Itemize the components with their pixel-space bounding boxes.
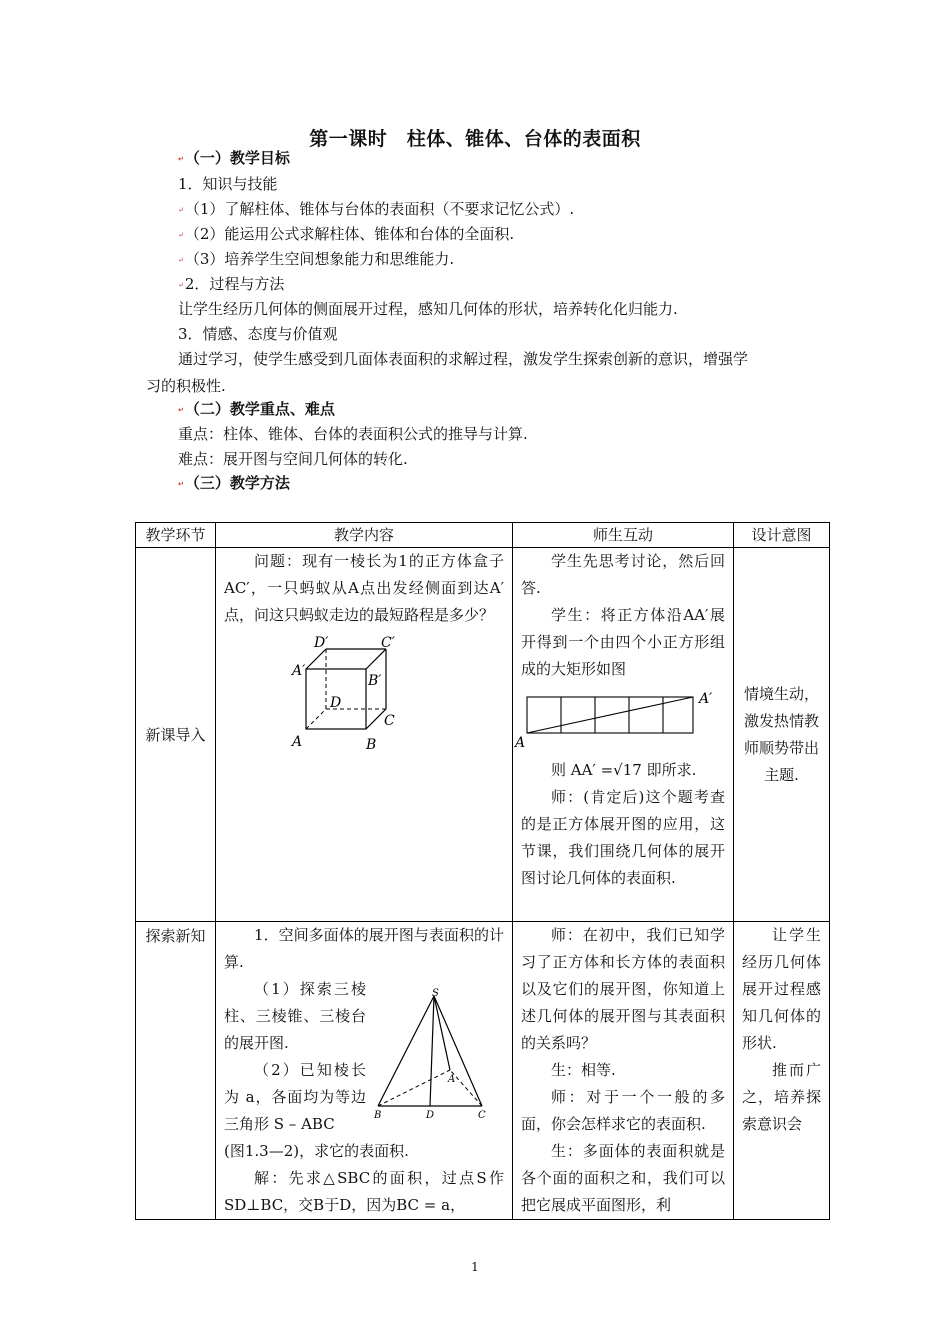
tri-label-a: A [448,1074,456,1085]
tri-label-s: S [432,988,439,999]
explore-c2: （1）探索三棱柱、三棱锥、三棱台的展开图. [224,980,366,1052]
intro-intent: 情境生动，激发热情教师顺势带出主题. [743,684,819,784]
label-b: B [366,737,377,753]
goal-1b: ↵（2）能运用公式求解柱体、锥体和台体的全面积. [178,225,515,243]
header-stage: 教学环节 [136,523,216,548]
rect-label-a: A [515,735,526,749]
key-point: 重点：柱体、锥体、台体的表面积公式的推导与计算. [178,425,528,443]
label-d: D [330,695,342,711]
goal-1c: ↵（3）培养学生空间想象能力和思维能力. [178,250,455,268]
explore-i3: 师：对于一个一般的多面，你会怎样求它的表面积. [521,1088,725,1133]
lesson-table [135,522,830,1220]
intro-interact-4: 师：(肯定后)这个题考查的是正方体展开图的应用，这节课，我们围绕几何体的展开图讨论几何体的表面积. [521,788,725,887]
label-c1: C′ [381,635,395,651]
explore-intent-2: 推而广之，培养探索意识会 [742,1061,821,1133]
difficult-point: 难点：展开图与空间几何体的转化. [178,450,408,468]
intro-interact-1: 学生先思考讨论，然后回答. [521,552,725,597]
goal-3a-cont: 习的积极性. [146,377,226,395]
goal-1a: ↵（1）了解柱体、锥体与台体的表面积（不要求记忆公式）. [178,200,575,218]
goal-2: ↵2．过程与方法 [178,275,285,293]
header-interaction: 师生互动 [513,523,734,548]
page-number: 1 [471,1260,479,1274]
rect-label-a1: A′ [699,691,713,707]
tri-label-b: B [374,1110,382,1121]
cube-figure [216,631,513,791]
goal-2a: 让学生经历几何体的侧面展开过程，感知几何体的形状，培养转化化归能力. [178,300,678,318]
explore-c5: 解：先求△SBC的面积，过点S作SD⊥BC，交B于D，因为BC = a， [224,1169,504,1214]
goal-1: 1．知识与技能 [178,175,278,193]
goal-3: 3．情感、态度与价值观 [178,325,338,343]
goal-3a: 通过学习，使学生感受到几面体表面积的求解过程，激发学生探索创新的意识，增强学 [178,350,749,368]
explore-i1: 师：在初中，我们已知学习了正方体和长方体的表面积以及它们的展开图，你知道上述几何体的展开图与其表面积的关系吗？ [521,926,725,1052]
method-heading: ↵（三）教学方法 [178,474,290,492]
explore-c3: （2）已知棱长为 a，各面均为等边三角形 S – ABC [224,1061,366,1133]
explore-c1: 1．空间多面体的展开图与表面积的计算. [224,926,504,971]
intro-interact-3: 则 AA′ =√17 即所求. [551,761,697,779]
key-heading: ↵（二）教学重点、难点 [178,400,335,418]
unfolded-rectangle [513,683,734,749]
label-c: C [384,713,395,729]
tri-label-c: C [478,1110,486,1121]
intro-problem: 问题：现有一棱长为1的正方体盒子AC′，一只蚂蚁从A点出发经侧面到达A′点，问这只蚂蚁走边的最短路程是多少？ [224,552,504,624]
explore-c4: (图1.3—2)，求它的表面积. [224,1142,409,1160]
header-intent: 设计意图 [734,523,830,548]
explore-i4: 生：多面体的表面积就是各个面的面积之和，我们可以把它展成平面图形，利 [521,1142,725,1214]
tetrahedron-figure [374,988,504,1124]
intro-interact-2: 学生：将正方体沿AA′展开得到一个由四个小正方形组成的大矩形如图 [521,606,725,678]
explore-intent-1: 让学生经历几何体展开过程感知几何体的形状. [742,926,821,1052]
label-d1: D′ [314,635,329,651]
label-a1: A′ [292,663,306,679]
stage-explore: 探索新知 [145,927,206,945]
label-b1: B′ [368,673,382,689]
tri-label-d: D [426,1110,435,1121]
header-content: 教学内容 [216,523,513,548]
goals-heading: ↵（一）教学目标 [178,149,290,167]
label-a: A [292,734,303,750]
page-title: 第一课时 柱体、锥体、台体的表面积 [309,128,641,150]
stage-intro: 新课导入 [145,725,206,744]
explore-i2: 生：相等. [551,1061,616,1079]
